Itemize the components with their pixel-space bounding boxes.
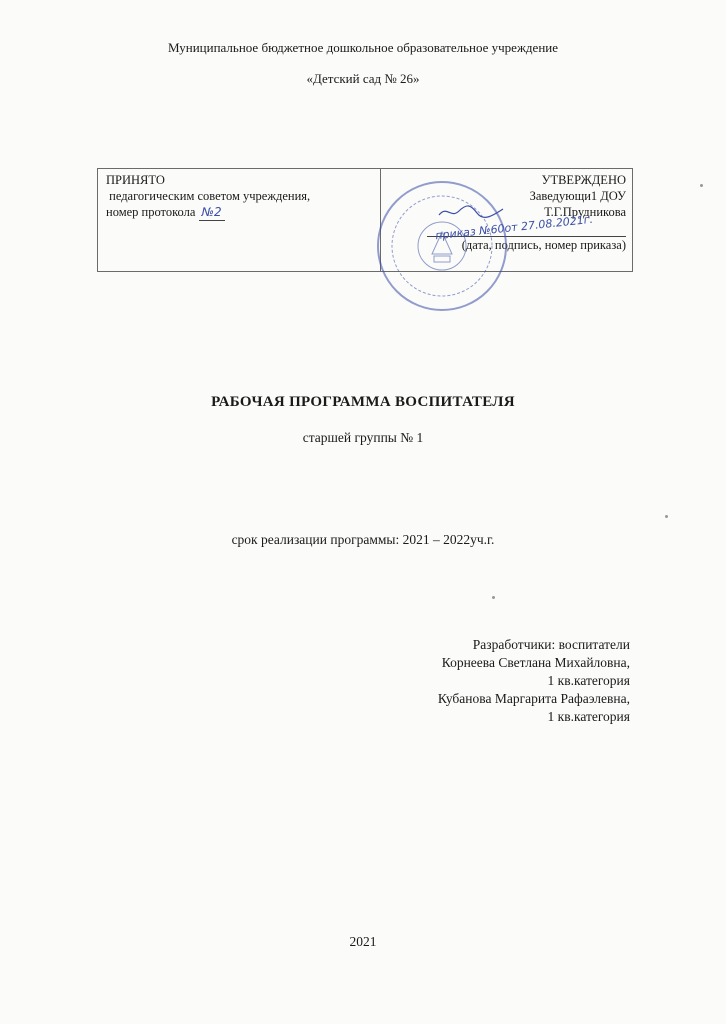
accepted-heading: ПРИНЯТО [106,173,165,187]
group-name: старшей группы № 1 [302,430,424,445]
accepted-block [98,169,381,271]
author-1-category: 1 кв.категория [547,673,630,688]
accepted-line-2: номер протокола №2 [106,204,372,221]
author-2-name: Кубанова Маргарита Рафаэлевна, [437,691,630,706]
approved-line-1: Заведующи1 ДОУ [529,189,626,203]
paper-speck [665,515,668,518]
approved-heading: УТВЕРЖДЕНО [541,173,626,187]
paper-speck [492,596,495,599]
author-1-name: Корнеева Светлана Михайловна, [441,655,630,670]
handwritten-order: приказ №60от 27.08.2021г. [434,212,594,243]
paper-speck [700,184,703,187]
document-year: 2021 [349,934,377,949]
approval-caption: (дата, подпись, номер приказа) [461,238,626,252]
approval-table [97,168,633,272]
organization-line-2: «Детский сад № 26» [306,71,420,86]
organization-line-1: Муниципальное бюджетное дошкольное образовательное учреждение [168,40,558,55]
approved-line-2: Т.Г.Прудникова [387,204,626,220]
document-title: РАБОЧАЯ ПРОГРАММА ВОСПИТАТЕЛЯ [211,394,515,410]
authors-label: Разработчики: воспитатели [472,637,630,652]
program-term: срок реализации программы: 2021 – 2022уч.г. [231,532,495,547]
accepted-line-1: педагогическим советом учреждения, [109,189,311,203]
approved-block [381,169,632,271]
protocol-number-handwritten: №2 [199,204,225,221]
authors-block [438,636,630,726]
author-2-category: 1 кв.категория [547,709,630,724]
